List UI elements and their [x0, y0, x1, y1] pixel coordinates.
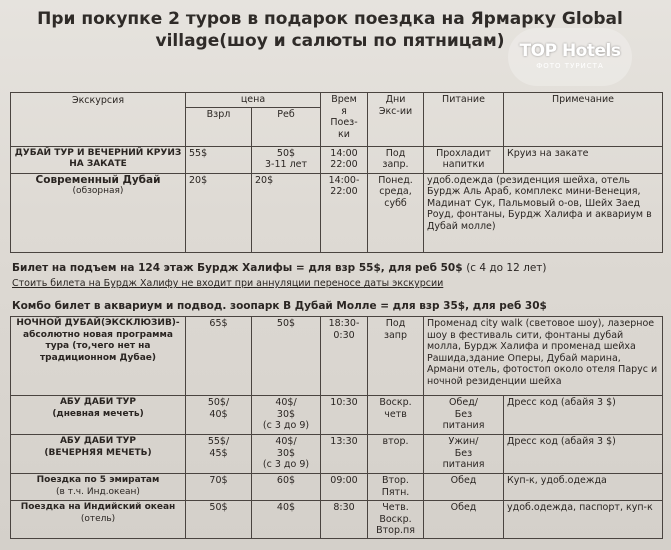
table-row	[11, 435, 663, 474]
tophotels-watermark-logo	[508, 28, 632, 86]
row-days-l1: Под	[385, 147, 406, 159]
row-adult-price-1: 50$/	[207, 397, 230, 408]
row-days-l3: субб	[384, 197, 407, 209]
excursions-table-upper	[10, 92, 663, 253]
header-time	[321, 93, 368, 147]
row-time-start: 14:00	[330, 147, 358, 159]
row-name-main: АБУ ДАБИ ТУР	[59, 436, 137, 446]
row-name	[11, 435, 186, 474]
row-adult-price	[186, 435, 252, 474]
burj-ticket-line	[12, 262, 547, 275]
row-child-price	[252, 396, 321, 435]
row-days	[368, 501, 424, 539]
logo-text: TOP Hotels	[519, 41, 621, 61]
row-child-price-2: 30$	[276, 408, 296, 420]
row-child-price-1: 40$/	[275, 397, 297, 408]
row-note: Дресс код (абайя 3 $)	[504, 435, 663, 474]
row-child-age: 3-11 лет	[264, 159, 308, 170]
row-days-l2: Пятн.	[381, 486, 410, 498]
row-name	[11, 474, 186, 501]
row-child-price	[252, 146, 321, 173]
row-name: ДУБАЙ ТУР И ВЕЧЕРНИЙ КРУИЗ НА ЗАКАТЕ	[11, 146, 186, 173]
row-time-end: 0:30	[333, 329, 355, 341]
header-time-l2: я	[341, 105, 347, 117]
row-adult-price: 70$	[186, 474, 252, 501]
row-child-price: 20$	[252, 173, 321, 252]
row-food	[424, 146, 504, 173]
row-days-l3: Втор.пя	[376, 525, 415, 536]
row-time: 8:30	[321, 501, 368, 539]
row-adult-price: 55$	[186, 146, 252, 173]
row-food-l3: питания	[442, 459, 485, 470]
row-food-l2: Без	[454, 447, 473, 459]
burj-ticket-age: (с 4 до 12 лет)	[466, 262, 547, 274]
row-description: Променад city walk (световое шоу), лазерное шоу в фестиваль сити, фонтаны дубай молла, Бурдж Халифа и променад шейха Рашида,здание Оперы, Дубай марина, Армани отель, фотостоп около отеля Парус и ночной резиденции шейха	[424, 317, 663, 396]
row-food: Обед	[424, 501, 504, 539]
header-adult: Взрл	[186, 107, 252, 146]
row-name	[11, 501, 186, 539]
row-note: удоб.одежда, паспорт, куп-к	[504, 501, 663, 539]
row-time-end: 22:00	[330, 186, 358, 197]
table-row	[11, 173, 663, 252]
row-days-l1: Втор.	[382, 475, 409, 486]
row-child-price: 40$	[252, 501, 321, 539]
row-time	[321, 317, 368, 396]
burj-ticket-price: Билет на подъем на 124 этаж Бурдж Халифы = для взр 55$, для реб 50$	[12, 262, 463, 274]
row-adult-price: 20$	[186, 173, 252, 252]
row-child-price-2: 30$	[276, 447, 296, 459]
row-days-l2: среда,	[379, 186, 412, 197]
row-adult-price	[186, 396, 252, 435]
table-row	[11, 317, 663, 396]
row-child-age: (с 3 до 9)	[262, 459, 310, 470]
title-line-1: При покупке 2 туров в подарок поездка на Ярмарку Global	[37, 9, 623, 29]
header-price: цена	[186, 93, 321, 108]
row-days	[368, 317, 424, 396]
row-food	[424, 435, 504, 474]
row-child-price-1: 40$/	[275, 436, 297, 447]
row-child-price-value: 50$	[276, 147, 296, 159]
row-food: Обед	[424, 474, 504, 501]
row-name-main: АБУ ДАБИ ТУР	[59, 397, 137, 407]
burj-ticket-note: Стоить билета на Бурдж Халифу не входит при аннуляции переносе даты экскурсии	[12, 278, 444, 289]
row-child-price: 60$	[252, 474, 321, 501]
header-excursion: Экскурсия	[11, 93, 186, 147]
header-days-l2: Экс-ии	[378, 105, 413, 117]
table-row	[11, 396, 663, 435]
row-child-price	[252, 435, 321, 474]
row-adult-price: 65$	[186, 317, 252, 396]
row-days-l1: Четв.	[382, 502, 409, 513]
row-note: Круиз на закате	[504, 146, 663, 173]
row-time: 09:00	[321, 474, 368, 501]
row-food-l1: Прохладит	[436, 147, 491, 159]
header-time-l4: ки	[338, 128, 350, 140]
row-name-main: Поездка на Индийский океан	[20, 502, 176, 512]
row-adult-price-1: 55$/	[207, 436, 230, 447]
row-child-age: (с 3 до 9)	[262, 420, 310, 431]
row-food-l1: Ужин/	[448, 436, 479, 447]
row-days	[368, 146, 424, 173]
header-child: Реб	[252, 107, 321, 146]
row-child-price: 50$	[252, 317, 321, 396]
row-name-main: Современный Дубай	[35, 173, 161, 186]
row-food	[424, 396, 504, 435]
title-line-2: village(шоу и салюты по пятницам)	[155, 31, 505, 51]
header-time-l3: Поез-	[330, 117, 358, 128]
table-row	[11, 474, 663, 501]
row-time-end: 22:00	[330, 159, 358, 170]
header-days-l1: Дни	[385, 94, 406, 105]
table-row	[11, 501, 663, 539]
row-name	[11, 396, 186, 435]
row-name-sub: (в т.ч. Инд.океан)	[56, 486, 140, 497]
row-time-start: 18:30-	[328, 318, 360, 329]
row-time	[321, 173, 368, 252]
row-name	[11, 173, 186, 252]
header-note: Примечание	[504, 93, 663, 147]
logo-subtext: ФОТО ТУРИСТА	[536, 62, 604, 70]
row-days	[368, 173, 424, 252]
row-name-sub: (обзорная)	[72, 186, 124, 196]
header-time-l1: Врем	[331, 94, 357, 105]
row-days-l1: Воскр.	[379, 397, 412, 408]
row-days-l2: четв	[384, 408, 407, 420]
row-days-l2: Воскр.	[379, 513, 412, 525]
row-adult-price-2: 45$	[209, 447, 228, 459]
row-food-l2: Без	[454, 408, 473, 420]
row-time: 10:30	[321, 396, 368, 435]
row-time: 13:30	[321, 435, 368, 474]
excursions-table-lower	[10, 316, 663, 539]
row-days	[368, 474, 424, 501]
row-days-l2: запр.	[382, 159, 409, 170]
row-time	[321, 146, 368, 173]
row-food-l2: напитки	[442, 159, 485, 170]
row-food-l1: Обед/	[449, 397, 478, 408]
row-time-start: 14:00-	[328, 174, 360, 186]
row-adult-price-2: 40$	[209, 408, 228, 420]
row-days-l1: Понед.	[378, 174, 413, 186]
row-note: Куп-к, удоб.одежда	[504, 474, 663, 501]
table-header-row	[11, 93, 663, 108]
combo-ticket-line: Комбо билет в аквариум и подвод. зоопарк В Дубай Молле = для взр 35$, для реб 30$	[12, 300, 547, 312]
row-name-sub: (ВЕЧЕРНЯЯ МЕЧЕТЬ)	[44, 447, 152, 458]
header-days	[368, 93, 424, 147]
row-days	[368, 396, 424, 435]
row-days-l1: Под	[385, 318, 406, 329]
row-name: НОЧНОЙ ДУБАЙ(ЭКСКЛЮЗИВ)- абсолютно новая программа тура (то,чего нет на традиционном Дубае)	[11, 317, 186, 396]
table-row	[11, 146, 663, 173]
row-description: удоб.одежда (резиденция шейха, отель Бурдж Аль Араб, комплекс мини-Венеция, Мадинат Сук, Пальмовый о-ов, Шейх Заед Роуд, фонтаны, Бурдж Халифа и аквариум в Дубай молле)	[424, 173, 663, 252]
row-name-sub: (дневная мечеть)	[52, 408, 144, 419]
row-days-l2: запр	[383, 329, 408, 341]
row-note: Дресс код (абайя 3 $)	[504, 396, 663, 435]
header-food: Питание	[424, 93, 504, 147]
row-adult-price: 50$	[186, 501, 252, 539]
row-food-l3: питания	[442, 420, 485, 431]
row-name-sub: (отель)	[80, 513, 116, 524]
row-name-main: Поездка по 5 эмиратам	[36, 475, 160, 485]
row-days: втор.	[368, 435, 424, 474]
